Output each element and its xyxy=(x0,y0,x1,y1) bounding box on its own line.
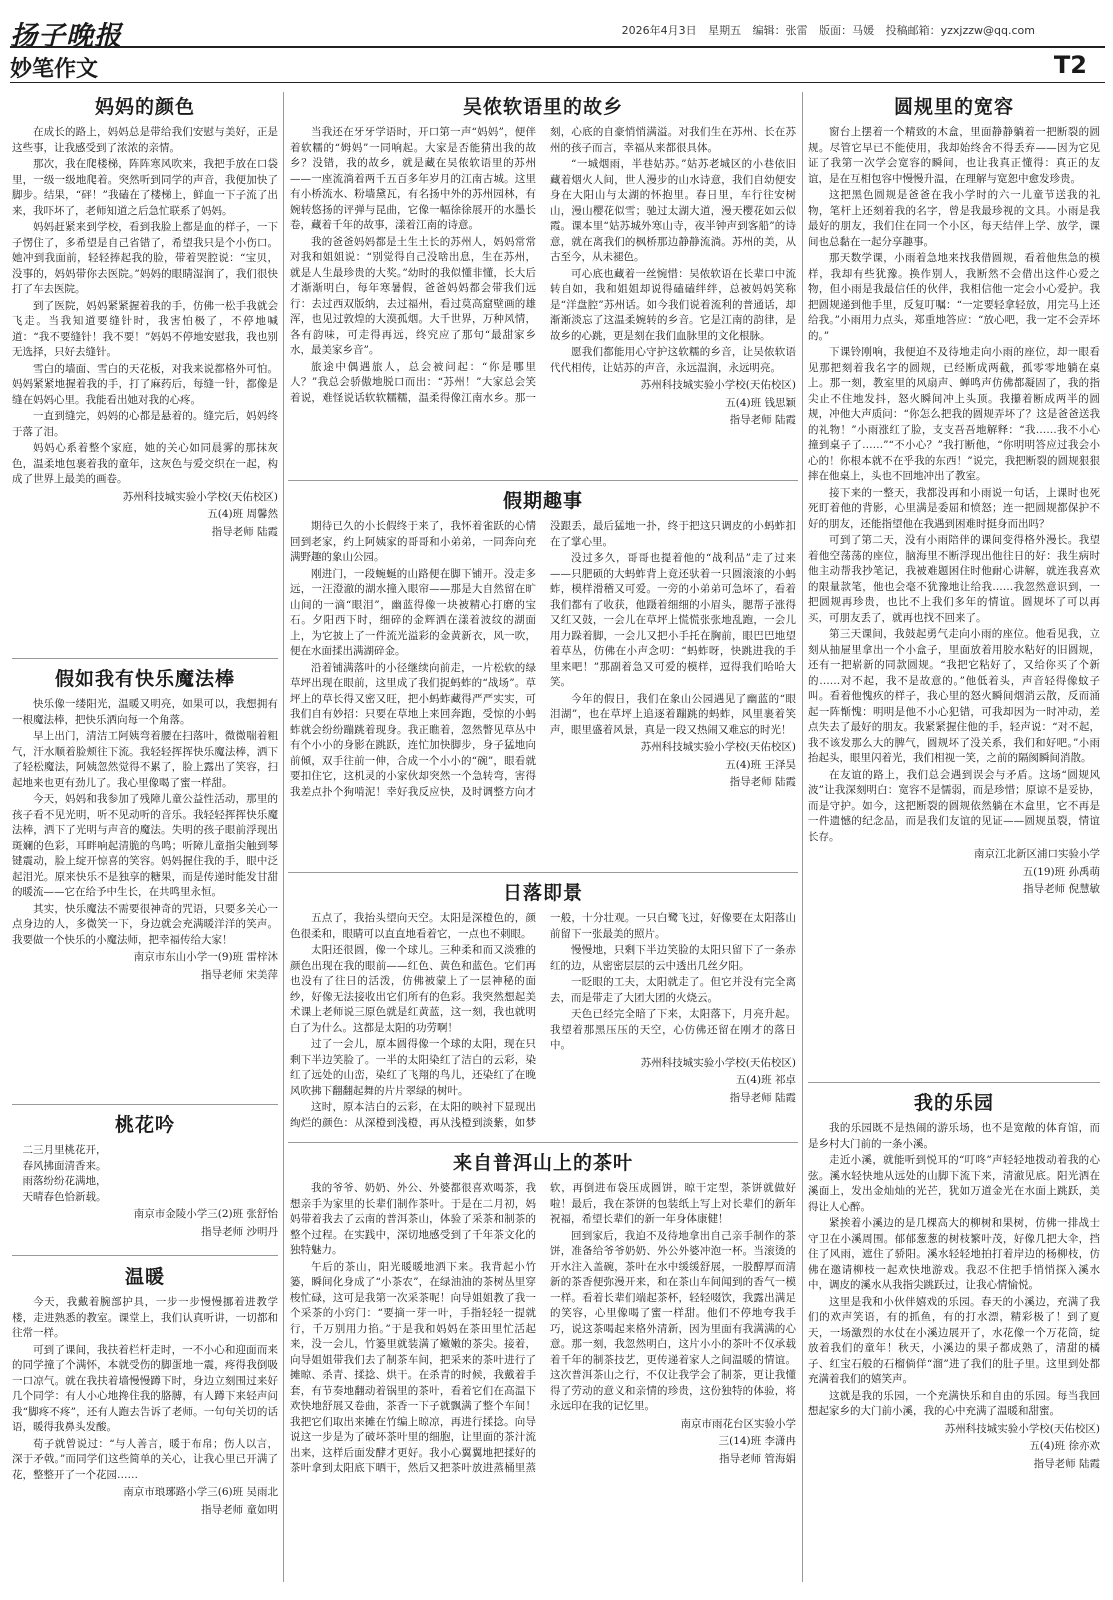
paragraph: 五点了，我抬头望向天空。太阳是深橙色的，颜色很柔和，眼睛可以直直地看着它，一点也不刺眼。 xyxy=(290,912,536,940)
paragraph: 太阳还很圆，像一个球儿。三种柔和而又淡雅的颜色出现在我的眼前——红色、黄色和蓝色。它们再也没有了往日的活泼，仿佛被蒙上了一层神秘的面纱，好像无法接收出它们所有的色彩。我突然想起美术课上老师说三原色就是红黄蓝，这一刻，我也就明白了为什么。这都是太阳的功劳啊！ xyxy=(290,944,536,1034)
poem-body xyxy=(12,1143,278,1240)
article-divider xyxy=(288,480,798,481)
paragraph: 午后的茶山，阳光暖暖地洒下来。我背起小竹篓，瞬间化身成了“小茶农”，在绿油油的茶树丛里穿梭忙碌，这可是我第一次采茶呢！向导姐姐教了我一个采茶的小窍门：“要摘一芽一叶，手指轻轻一提就行，千万别用力掐。”于是我和妈妈在茶田里忙活起来，没一会儿，竹篓里就装满了嫩嫩的茶尖。接着，向导姐姐带我们去了制茶车间，把采来的茶叶进行了摊晾、杀青、揉捻、烘干。在杀青的时候，我戴着手套，有节奏地翻动着锅里的茶叶，看着它们在高温下欢快地舒展又卷曲，茶香一下子就飘满了整个车间！我把它们取出来摊在竹编上晾凉，再进行揉捻。向导说这一步是为了破坏茶叶里的细胞，让里面的茶汁流出来，这样后面发酵才更好。我小心翼翼地把揉好的茶叶拿到太阳底下晒干，然后又把茶叶放进蒸桶里蒸软，再倒进布袋压成圆饼，晾干定型，茶饼就做好啦！最后，我在茶饼的包装纸上写上对长辈们的新年祝福，希望长辈们的新一年身体康健！ xyxy=(290,1182,796,1474)
author-school: 苏州科技城实验小学校(天佑校区) xyxy=(640,1056,796,1069)
author-school: 南京江北新区浦口实验小学 xyxy=(974,848,1100,860)
teacher-credit: 指导老师 陆霞 xyxy=(211,525,278,538)
article-title: 日落即景 xyxy=(502,882,583,904)
author-class: 三(14)班 李潇冉 xyxy=(718,1435,796,1447)
teacher-credit: 指导老师 沙明丹 xyxy=(201,1225,278,1238)
paragraph: 我的乐园既不是热闹的游乐场，也不是宽敞的体育馆，而是乡村大门前的一条小溪。 xyxy=(808,1122,1100,1150)
article-body xyxy=(290,125,796,429)
column-divider xyxy=(283,92,284,1582)
paragraph: 早上出门，清洁工阿姨弯着腰在扫落叶，微微喘着粗气，汗水顺着脸颊往下流。我轻轻挥挥快乐魔法棒，洒下了轻松魔法，阿姨忽然觉得不累了，脸上露出了笑容，扫起地来也更有劲儿了。我心里像喝了蜜一样甜。 xyxy=(12,730,278,789)
paragraph: 那次，我在爬楼梯，阵阵寒风吹来，我把手放在口袋里，一级一级地爬着。突然听到同学的声音，我便加快了脚步。结果，“砰！”我磕在了楼梯上，鲜血一下子流了出来，我吓坏了，老师知道之后急忙联系了妈妈。 xyxy=(12,158,278,217)
paragraph: 这就是我的乐园，一个充满快乐和自由的乐园。每当我回想起家乡的大门前小溪，我的心中充满了温暖和甜蜜。 xyxy=(808,1389,1100,1417)
paragraph: 我的爷爷、奶奶、外公、外婆都很喜欢喝茶，我想亲手为家里的长辈们制作茶叶。于是在二月初，妈妈带着我去了云南的普洱茶山，体验了采茶和制茶的整个过程。在实践中，深切地感受到了千年茶文化的独特魅力。 xyxy=(290,1182,536,1256)
article-mama xyxy=(12,92,278,654)
paragraph: 走近小溪，就能听到悦耳的“叮咚”声轻轻地拨动着我的心弦。溪水轻快地从远处的山脚下流下来，清澈见底。阳光洒在溪面上，发出金灿灿的光芒，犹如万道金光在水面上跳跃，美得让人心醉。 xyxy=(808,1154,1100,1213)
article-divider xyxy=(288,1142,798,1143)
paragraph: 接下来的一整天，我都没再和小雨说一句话，上课时也死死盯着他的背影，心里满是委屈和愤怒；连一把圆规都保护不好的朋友，还能指望他在我遇到困难时挺身而出吗？ xyxy=(808,486,1100,530)
paragraph: 下课铃刚响，我便迫不及待地走向小雨的座位，却一眼看见那把刻着我名字的圆规，已经断成两截，孤零零地躺在桌上。那一刻，教室里的风扇声、蝉鸣声仿佛都凝固了，我的指尖止不住地发抖，怒火瞬间冲上头顶。我攥着断成两半的圆规，冲他大声质问：“你怎么把我的圆规弄坏了？这是爸爸送我的礼物！”小雨涨红了脸，支支吾吾地解释：“我……我不小心撞到桌子了……”“不小心？”我打断他，“你明明答应过我会小心的！你根本就不在乎我的东西！”说完，我把断裂的圆规狠狠摔在他桌上，头也不回地冲出了教室。 xyxy=(808,346,1100,482)
article-title: 妈妈的颜色 xyxy=(94,96,195,118)
paragraph: 快乐像一缕阳光，温暖又明亮，如果可以，我想拥有一根魔法棒，把快乐洒向每一个角落。 xyxy=(12,698,278,726)
article-chaye xyxy=(290,1148,796,1592)
paragraph: 其实，快乐魔法不需要很神奇的咒语，只要多关心一点身边的人，多微笑一下，身边就会充满暖洋洋的笑声。我要做一个快乐的小魔法师，把幸福传给大家！ xyxy=(12,902,278,946)
paragraph: 一直到缝完，妈妈的心都是悬着的。缝完后，妈妈终于落了泪。 xyxy=(12,410,278,438)
teacher-credit: 指导老师 陆霞 xyxy=(1033,1457,1100,1470)
article-divider xyxy=(288,872,798,873)
paragraph: 这时，原本洁白的云彩，在太阳的映衬下显现出绚烂的颜色：从深橙到浅橙，再从浅橙到淡紫，如梦一般，十分壮观。一只白鹭飞过，好像要在太阳落山前留下一张最美的照片。 xyxy=(290,912,796,1129)
paragraph: 今年的假日，我们在象山公园遇见了幽蓝的“眼泪湖”，也在草坪上追逐着蹦跳的蚂蚱，风里裹着笑声，眼里盛着风景，真是一段又热闹又难忘的时光！ xyxy=(550,692,796,736)
paragraph: 妈妈赶紧来到学校，看到我脸上都是血的样子，一下子愣住了，多希望是自己省错了，希望我只是个小伤口。她冲到我面前，轻轻捧起我的脸，带着哭腔说：“宝贝，没事的，妈妈带你去医院。”妈妈的眼睛湿润了，我们很快打了车去医院。 xyxy=(12,221,278,295)
author-class: 五(4)班 徐亦欢 xyxy=(1029,1440,1100,1452)
paragraph: 当我还在牙牙学语时，开口第一声“妈妈”，便伴着软糯的“姆妈”一同响起。大家是否能猜出我的故乡？没错，我的故乡，就是藏在吴侬软语里的苏州——一座流淌着两千五百多年岁月的江南古城。这里有小桥流水、粉墙黛瓦，有名扬中外的苏州园林，有婉转悠扬的评弹与昆曲，它像一幅徐徐展开的水墨长卷，藏着千年的故事，漾着江南的诗意。 xyxy=(290,126,536,231)
author-school: 苏州科技城实验小学校(天佑校区) xyxy=(640,379,796,391)
teacher-credit: 指导老师 陆霞 xyxy=(729,776,796,788)
author-school: 苏州科技城实验小学校(天佑校区) xyxy=(640,741,796,753)
article-jiaqi xyxy=(290,486,796,868)
author-school: 南京市东山小学一(9)班 雷梓沐 xyxy=(133,951,278,963)
editor-credit: 编辑：张雷 xyxy=(752,24,808,37)
article-body xyxy=(12,697,278,983)
article-divider xyxy=(12,658,278,659)
paragraph: 荀子就曾说过：“与人善言，暖于布帛；伤人以言，深于矛戟。”而同学们这些简单的关心，让我心里已开满了花，整整开了一个花园…… xyxy=(12,1437,278,1481)
paragraph: 回到家后，我迫不及待地拿出自己亲手制作的茶饼，准备给爷爷奶奶、外公外婆冲泡一杯。当滚烫的开水注入盖碗，茶叶在水中缓缓舒展，一股醇厚而清新的茶香便弥漫开来，和在茶山车间闻到的香气一模一样。看着长辈们端起茶杯，轻轻啜饮，我露出满足的笑容，心里像喝了蜜一样甜。他们不停地夸我手巧，说这茶喝起来格外清新，因为里面有我满满的心意。那一刻，我忽然明白，这片小小的茶叶不仅承载着千年的制茶技艺，更传递着家人之间温暖的情谊。这次普洱茶山之行，不仅让我学会了制茶，更让我懂得了劳动的意义和亲情的珍贵，这份独特的体验，将永远印在我的记忆里。 xyxy=(550,1229,796,1412)
paragraph: 在成长的路上，妈妈总是带给我们安慰与美好，正是这些事，让我感受到了浓浓的亲情。 xyxy=(12,126,278,154)
teacher-credit: 指导老师 宋美萍 xyxy=(201,968,278,981)
poem-line: 春风拂面清香来。 xyxy=(22,1159,107,1172)
article-title: 温暖 xyxy=(124,1266,165,1288)
paragraph: 慢慢地，只剩下半边笑脸的太阳只留下了一条赤红的边，从密密层层的云中透出几丝夕阳。 xyxy=(550,944,796,972)
article-body xyxy=(12,1295,278,1518)
article-title: 假如我有快乐魔法棒 xyxy=(54,668,235,690)
newspaper-logo: 扬子晚报 xyxy=(10,21,122,52)
teacher-credit: 指导老师 管海娟 xyxy=(719,1452,796,1465)
article-title: 吴侬软语里的故乡 xyxy=(462,96,623,118)
submission-email[interactable]: 投稿邮箱：yzxjzzw@qq.com xyxy=(885,24,1035,37)
teacher-credit: 指导老师 倪慧敏 xyxy=(1023,883,1100,895)
paragraph: 我的爸爸妈妈都是土生土长的苏州人，妈妈常常对我和姐姐说：“别觉得自己没啥出息，生在苏州，就是人生最珍贵的大奖。”幼时的我似懂非懂，长大后才渐渐明白，每年寒暑假，爸爸妈妈都会带我们远行：去过西双版纳，去过福州，看过莫高窟壁画的雄浑，也见过敦煌的大漠孤烟。大千世界，万种风情，各有韵味，可走得再远，终究应了那句“最甜家乡水，最美家乡音”。 xyxy=(290,235,536,356)
article-yuangui xyxy=(808,92,1100,1078)
paragraph: 在友谊的路上，我们总会遇到误会与矛盾。这场“圆规风波”让我深刻明白：宽容不是懦弱，而是珍惜；原谅不是妥协，而是守护。如今，这把断裂的圆规依然躺在木盒里，它不再是一件遗憾的纪念品，而是我们友谊的见证——圆规虽裂，情谊长存。 xyxy=(808,768,1100,843)
poem-line: 雨落纷纷花满地， xyxy=(22,1175,107,1187)
paragraph: 妈妈心系着整个家庭，她的关心如同晨雾的那抹灰色，温柔地包裹着我的童年，这灰色与爱交织在一起，构成了世界上最美的画卷。 xyxy=(12,442,278,485)
author-class: 五(4)班 钱思颖 xyxy=(725,396,796,409)
poem-line: 天晴春色恰新载。 xyxy=(22,1190,107,1203)
paragraph: 天色已经完全暗了下来，太阳落下，月亮升起。我望着那黑压压的天空，心仿佛还留在刚才的落日中。 xyxy=(550,1008,796,1051)
issue-weekday: 星期五 xyxy=(708,24,742,37)
paragraph: 今天，妈妈和我参加了残障儿童公益性活动，那里的孩子看不见光明，听不见动听的音乐。我轻轻挥挥快乐魔法棒，洒下了光明与声音的魔法。失明的孩子眼前浮现出斑斓的色彩，耳畔响起清脆的鸟鸣；听障儿童指尖触到琴键震动，脸上绽开惊喜的笑容。妈妈握住我的手，眼中泛起泪光。原来快乐不是独享的糖果，而是传递时能发甘甜的暖流——它在给予中生长，在共鸣里永恒。 xyxy=(12,793,278,898)
author-school: 南京市雨花台区实验小学 xyxy=(680,1417,796,1430)
designer-credit: 版面：马媛 xyxy=(819,24,875,37)
paragraph: 没过多久，哥哥也提着他的“战利品”走了过来——只肥硕的大蚂蚱背上竟还驮着一只圆滚滚的小蚂蚱，模样滑稽又可爱。一旁的小弟弟可急坏了，看着我们都有了收获，他蹑着细细的小眉头，腮帮子涨得又红又鼓，一会儿在草坪上慌慌张张地乱跑，一会儿用力跺着脚，一会儿又把小手托在胸前，眼巴巴地望着草丛，仿佛在小声念叨：“蚂蚱呀，快跳进我的手里来吧！”那副着急又可爱的模样，逗得我们哈哈大笑。 xyxy=(550,552,796,688)
paragraph: 可到了课间，我扶着栏杆走时，一不小心和迎面而来的同学撞了个满怀，本就受伤的脚蛋地一震，疼得我倒吸一口凉气。就在我扶着墙慢慢蹲下时，身边立刻围过来好几个同学：有人小心地搀住我的胳膊，有人蹲下来轻声问我“脚疼不疼”，还有人跑去告诉了老师。一句句关切的话语，暖得我鼻头发酸。 xyxy=(12,1343,278,1433)
paragraph: 到了医院，妈妈紧紧握着我的手，仿佛一松手我就会飞走。当我知道要缝针时，我害怕极了，不停地喊道：“我不要缝针！我不要！”妈妈不停地安慰我，我也别无选择，只好去缝针。 xyxy=(12,299,278,358)
paragraph: 今天，我戴着腕部护具，一步一步慢慢挪着进教学楼，走进熟悉的教室。课堂上，我们认真听讲，一切都和往常一样。 xyxy=(12,1296,278,1339)
author-class: 五(4)班 祁卓 xyxy=(735,1074,796,1086)
paragraph: 雪白的墙面、雪白的天花板，对我来说都格外可怕。妈妈紧紧地握着我的手，打了麻药后，每缝一针，都像是缝在妈妈心里。我能看出她对我的心疼。 xyxy=(12,362,278,406)
article-divider xyxy=(12,1104,278,1105)
article-riluo xyxy=(290,878,796,1138)
author-school: 南京市琅琊路小学三(6)班 吴雨北 xyxy=(123,1486,278,1498)
section-rule xyxy=(10,82,1105,83)
paragraph: 可到了第二天，没有小雨陪伴的课间变得格外漫长。我望着他空荡荡的座位，脑海里不断浮现出他往日的好：我生病时他主动帮我抄笔记，我被难题困住时他耐心讲解，就连我喜欢的限量款笔，他也会毫不犹豫地让给我……我忽然意识到，一把圆规再珍贵，也比不上我们多年的情谊。圆规坏了可以再买，可朋友丢了，就再也找不回来了。 xyxy=(808,534,1100,624)
article-body xyxy=(290,911,796,1131)
paragraph: 这把黑色圆规是爸爸在我小学时的六一儿童节送我的礼物，笔杆上还刻着我的名字，曾是我最珍视的文具。小雨是我最好的朋友，我们住在同一个小区，每天结伴上学、放学，课间也总黏在一起分享趣事。 xyxy=(808,189,1100,248)
masthead xyxy=(10,12,1105,84)
article-body xyxy=(808,1121,1100,1472)
article-title: 我的乐园 xyxy=(913,1092,994,1114)
paragraph: 过了一会儿，原本圆得像一个球的太阳，现在只剩下半边笑脸了。一半的太阳染红了洁白的云彩，染红了远处的山峦，染红了飞翔的鸟儿，还染红了在晚风吹拂下翻翻起舞的片片翠绿的树叶。 xyxy=(290,1038,536,1097)
article-leyuan xyxy=(808,1088,1100,1592)
paragraph: 这里是我和小伙伴嬉戏的乐园。春天的小溪边，充满了我们的欢声笑语，有的抓鱼，有的打水漂，精彩极了！到了夏天，一场激烈的水仗在小溪边展开了，水花像一个万花筒，绽放着我们的童年！秋天，小溪边的果子都成熟了，清甜的橘子、红宝石般的石榴倘佯“溜”进了我们的肚子里。这里到处都充满着我们的嬉笑声。 xyxy=(808,1295,1100,1385)
article-wunong xyxy=(290,92,796,476)
teacher-credit: 指导老师 陆霞 xyxy=(729,1091,796,1104)
article-body xyxy=(12,125,278,540)
paragraph: 沿着铺满落叶的小径继续向前走，一片松软的绿草坪出现在眼前，这里成了我们捉蚂蚱的“战场”。草坪上的草长得又密又旺，把小蚂蚱藏得严严实实，可我们自有妙招：只要在草地上来回奔跑，受惊的小蚂蚱就会纷纷蹦跳着现身。我正瞧着，忽然瞥见草丛中有个小小的身影在跳跃，连忙加快脚步，身子猛地向前倾，双手往前一伸，合成一个小小的“碗”，眼看就要扣住它，这机灵的小家伙却突然一个急转弯，害得我差点扑个狗啃泥！幸好我反应快，及时调整方向才没跟丢，最后猛地一扑，终于把这只调皮的小蚂蚱扣在了掌心里。 xyxy=(290,520,796,798)
issue-meta xyxy=(614,22,1035,38)
article-divider xyxy=(808,1082,1100,1083)
page-number: T2 xyxy=(1053,51,1087,79)
paragraph: 紧挨着小溪边的是几棵高大的柳树和果树，仿佛一排战士守卫在小溪周围。郁郁葱葱的树枝繁叶茂，好像几把大伞，挡住了风雨，遮住了骄阳。溪水轻轻地拍打着岸边的杨柳枝，仿佛在邀请柳枝一起欢快地游戏。我忍不住把手悄悄探入溪水中，调皮的溪水从我指尖跳跃过，让我心情愉悦。 xyxy=(808,1217,1100,1291)
article-title: 来自普洱山上的茶叶 xyxy=(452,1152,633,1174)
column-divider xyxy=(802,92,803,1582)
paragraph: 窗台上摆着一个精致的木盒，里面静静躺着一把断裂的圆规。尽管它早已不能使用，我却始终舍不得丢弃——因为它见证了我第一次学会宽容的瞬间，也让我真正懂得：真正的友谊，是在互相包容中慢慢升温，在理解与宽恕中愈发珍贵。 xyxy=(808,126,1100,185)
author-school: 南京市金陵小学三(2)班 张舒怡 xyxy=(133,1208,278,1220)
article-wennuan xyxy=(12,1262,278,1592)
teacher-credit: 指导老师 陆霞 xyxy=(729,414,796,426)
paragraph: “一城烟雨，半巷姑苏。”姑苏老城区的小巷依旧藏着烟火人间，世人漫步的山水诗意，我们自幼便安身在大阳山与太湖的怀抱里。春日里，车行往安树山，漫山樱花似雪；驰过太湖大道，漫天樱花如云似霞。课本里“姑苏城外寒山寺，夜半钟声到客船”的诗意，就在离我们的枫桥那边静静流淌。苏州的美，从古至今，从未褪色。 xyxy=(550,158,796,263)
paragraph: 可心底也藏着一丝惋惜：吴侬软语在长辈口中流转自如，我和姐姐却说得磕磕绊绊，总被妈妈笑称是“洋盘腔”苏州话。如今我们说着流利的普通话，却渐渐淡忘了这温柔婉转的乡音。它是江南的韵律，是故乡的心跳，更是刻在我们血脉里的文化根脉。 xyxy=(550,267,796,342)
poem-line: 二三月里桃花开， xyxy=(22,1144,107,1156)
issue-date: 2026年4月3日 xyxy=(621,24,697,37)
paragraph: 期待已久的小长假终于来了，我怀着雀跃的心情回到老家，约上阿姨家的哥哥和小弟弟，一同奔向充满野趣的象山公园。 xyxy=(290,520,536,563)
teacher-credit: 指导老师 童如明 xyxy=(201,1503,278,1516)
article-body xyxy=(290,1181,796,1477)
paragraph: 一眨眼的工夫，太阳就走了。但它并没有完全离去，而是带走了大团大团的火烧云。 xyxy=(550,976,796,1004)
article-body xyxy=(808,125,1100,898)
article-title: 圆规里的宽容 xyxy=(893,96,1014,118)
article-divider xyxy=(12,1255,278,1256)
author-school: 苏州科技城实验小学校(天佑校区) xyxy=(122,490,278,503)
paragraph: 愿我们都能用心守护这软糯的乡音，让吴侬软语代代相传，让姑苏的声音，永远温润，永远明亮。 xyxy=(550,346,796,374)
paragraph: 第三天课间，我鼓起勇气走向小雨的座位。他看见我，立刻从抽屉里拿出一个小盒子，里面放着用胶水粘好的旧圆规，还有一把崭新的同款圆规。“我把它粘好了，又给你买了个新的……对不起，我不是故意的。”他低着头，声音轻得像蚊子叫。看着他愧疚的样子，我心里的怒火瞬间烟消云散，反而涌起一阵惭愧：明明是他不小心犯错，可我却因为一时冲动，差点失去了最好的朋友。我紧紧握住他的手，轻声说：“对不起，我不该发那么大的脾气，圆规坏了没关系，我们和好吧。”小雨抬起头，眼里闪着光，我们相视一笑，之前的隔阂瞬间消散。 xyxy=(808,628,1100,764)
section-title: 妙笔作文 xyxy=(10,56,99,82)
article-magic xyxy=(12,664,278,1100)
article-body xyxy=(290,519,796,800)
author-class: 五(4)班 王泽昊 xyxy=(725,758,796,771)
masthead-rule xyxy=(10,46,1105,48)
author-class: 五(19)班 孙禹萌 xyxy=(1022,865,1100,878)
paragraph: 刚进门，一段蜿蜒的山路便在脚下铺开。没走多远，一汪澄澈的湖水撞入眼帘——那是大自然留在旷山间的一滴“眼泪”，幽蓝得像一块被精心打磨的宝石。夕阳西下时，细碎的金辉洒在漾着波纹的湖面上，为它披上了一件流光溢彩的金黄新衣，风一吹，便在水面揉出满湖碎金。 xyxy=(290,567,536,657)
article-title: 假期趣事 xyxy=(502,490,583,512)
paragraph: 旅途中偶遇旅人，总会被问起：“你是哪里人？”我总会骄傲地脱口而出：“苏州！”大家总会笑着说，难怪说话软软糯糯，温柔得像江南水乡。那一刻，心底的自豪悄悄满溢。对我们生在苏州、长在苏州的孩子而言，幸福从来都很具体。 xyxy=(290,126,796,404)
author-class: 五(4)班 周馨然 xyxy=(207,508,278,520)
article-title: 桃花吟 xyxy=(114,1114,175,1136)
paragraph: 那天数学课，小雨着急地来找我借圆规，看着他焦急的模样，我却有些犹豫。换作别人，我断然不会借出这件心爱之物，但小雨是我最信任的伙伴，我相信他一定会小心爱护。我把圆规递到他手里，反复叮嘱：“一定要轻拿轻放，用完马上还给我。”小雨用力点头，郑重地答应：“放心吧，我一定不会弄坏的。” xyxy=(808,252,1100,342)
article-taohua xyxy=(12,1110,278,1252)
author-school: 苏州科技城实验小学校(天佑校区) xyxy=(944,1422,1100,1435)
